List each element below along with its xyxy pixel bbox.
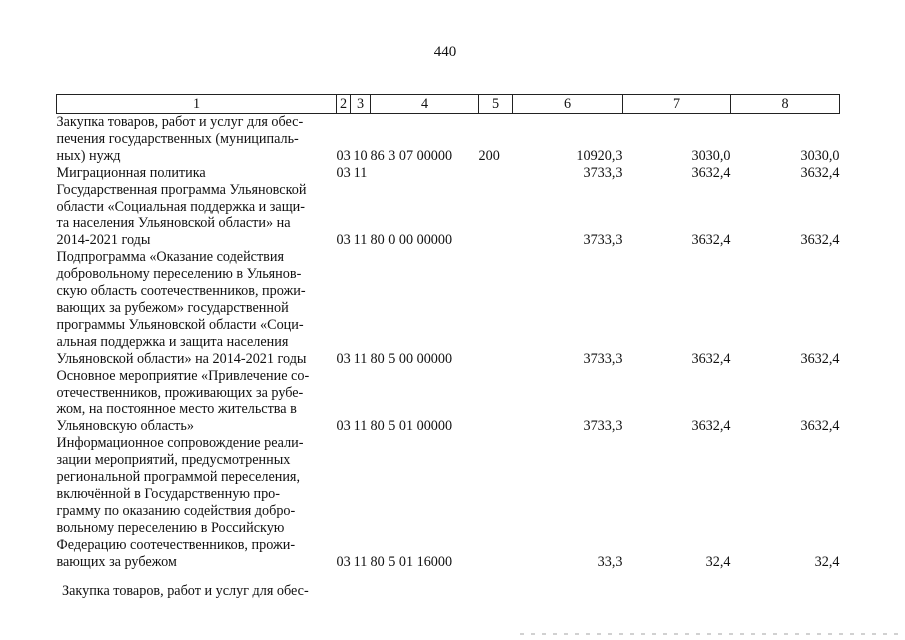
row-name-line: региональной программой переселения, bbox=[56, 469, 301, 486]
row-name-line: 2014-2021 годы bbox=[56, 232, 151, 249]
header-col-2: 2 bbox=[337, 95, 351, 114]
section-code: 03 bbox=[336, 553, 351, 570]
table-row bbox=[57, 368, 840, 436]
row-name-line: зации мероприятий, предусмотренных bbox=[56, 452, 291, 469]
subsection-code: 11 bbox=[353, 164, 368, 181]
table-row bbox=[57, 182, 840, 250]
amount-col-6: 3733,3 bbox=[583, 350, 623, 367]
header-col-7: 7 bbox=[623, 95, 731, 114]
amount-col-8: 3632,4 bbox=[800, 350, 840, 367]
expense-type-code bbox=[479, 435, 513, 570]
table-row bbox=[57, 165, 840, 182]
expense-type-code bbox=[479, 165, 513, 182]
target-article-code: 80 5 01 16000 bbox=[370, 553, 453, 570]
subsection-code: 10 bbox=[353, 147, 368, 164]
row-name-line: жом, на постоянное место жительства в bbox=[56, 401, 297, 418]
section-code: 03 bbox=[336, 232, 351, 249]
expense-type-code bbox=[479, 182, 513, 250]
expense-type-code: 200 bbox=[478, 147, 500, 164]
row-name-line: программы Ульяновской области «Соци- bbox=[56, 316, 304, 333]
row-name-line: ных) нужд bbox=[56, 147, 121, 164]
table-row bbox=[57, 249, 840, 367]
amount-col-6: 3733,3 bbox=[583, 418, 623, 435]
amount-col-6: 3733,3 bbox=[583, 164, 623, 181]
scan-artifact bbox=[520, 633, 900, 635]
section-code: 03 bbox=[336, 164, 351, 181]
row-name bbox=[57, 165, 337, 182]
row-name-line: вающих за рубежом» государственной bbox=[56, 299, 289, 316]
row-name-line: Государственная программа Ульяновской bbox=[56, 181, 307, 198]
target-article-code: 86 3 07 00000 bbox=[370, 147, 453, 164]
row-name bbox=[57, 249, 337, 367]
target-article-code bbox=[371, 165, 479, 182]
row-name-line: печения государственных (муниципаль- bbox=[56, 130, 299, 147]
row-name bbox=[57, 368, 337, 436]
row-name-line: Подпрограмма «Оказание содействия bbox=[56, 249, 284, 266]
amount-col-8: 3030,0 bbox=[800, 147, 840, 164]
header-col-3: 3 bbox=[351, 95, 371, 114]
target-article-code: 80 5 01 00000 bbox=[370, 418, 453, 435]
amount-col-7: 3030,0 bbox=[691, 147, 731, 164]
header-col-1: 1 bbox=[57, 95, 337, 114]
target-article-code: 80 5 00 00000 bbox=[370, 350, 453, 367]
amount-col-7: 3632,4 bbox=[691, 164, 731, 181]
continued-row-text: Закупка товаров, работ и услуг для обес- bbox=[62, 583, 309, 599]
row-name-line: области «Социальная поддержка и защи- bbox=[56, 198, 305, 215]
expense-type-code bbox=[479, 249, 513, 367]
amount-col-6: 33,3 bbox=[597, 553, 623, 570]
table-body bbox=[57, 114, 840, 571]
row-name-line: вающих за рубежом bbox=[56, 553, 177, 570]
amount-col-7: 3632,4 bbox=[691, 350, 731, 367]
page-number: 440 bbox=[433, 44, 457, 60]
row-name-line: Федерацию соотечественников, прожи- bbox=[56, 536, 296, 553]
amount-col-6: 3733,3 bbox=[583, 232, 623, 249]
table-header-row bbox=[57, 95, 840, 114]
expense-type-code bbox=[479, 368, 513, 436]
amount-col-8: 3632,4 bbox=[800, 418, 840, 435]
row-name-line: отечественников, проживающих за рубе- bbox=[56, 384, 304, 401]
row-name-line: Ульяновской области» на 2014-2021 годы bbox=[56, 350, 307, 367]
row-name-line: включённой в Государственную про- bbox=[56, 485, 280, 502]
header-col-4: 4 bbox=[371, 95, 479, 114]
amount-col-8: 3632,4 bbox=[800, 164, 840, 181]
row-name-line: вольному переселению в Российскую bbox=[56, 519, 285, 536]
row-name bbox=[57, 435, 337, 570]
row-name-line: Закупка товаров, работ и услуг для обес- bbox=[56, 114, 304, 130]
row-name-line: альная поддержка и защита населения bbox=[56, 333, 289, 350]
table-row bbox=[57, 435, 840, 570]
amount-col-7: 3632,4 bbox=[691, 418, 731, 435]
table-row bbox=[57, 114, 840, 165]
row-name-line: грамму по оказанию содействия добро- bbox=[56, 502, 296, 519]
row-name-line: Ульяновскую область» bbox=[56, 418, 194, 435]
header-col-6: 6 bbox=[513, 95, 623, 114]
amount-col-7: 32,4 bbox=[705, 553, 731, 570]
row-name-line: Миграционная политика bbox=[56, 164, 206, 181]
subsection-code: 11 bbox=[353, 418, 368, 435]
amount-col-6: 10920,3 bbox=[576, 147, 623, 164]
section-code: 03 bbox=[336, 147, 351, 164]
amount-col-8: 32,4 bbox=[814, 553, 840, 570]
row-name bbox=[57, 182, 337, 250]
row-name-line: Информационное сопровождение реали- bbox=[56, 435, 304, 452]
amount-col-7: 3632,4 bbox=[691, 232, 731, 249]
section-code: 03 bbox=[336, 418, 351, 435]
row-name-line: та населения Ульяновской области» на bbox=[56, 215, 291, 232]
amount-col-8: 3632,4 bbox=[800, 232, 840, 249]
row-name-line: добровольному переселению в Ульянов- bbox=[56, 266, 302, 283]
subsection-code: 11 bbox=[353, 350, 368, 367]
subsection-code: 11 bbox=[353, 232, 368, 249]
row-name-line: Основное мероприятие «Привлечение со- bbox=[56, 367, 310, 384]
budget-table bbox=[56, 94, 840, 570]
header-col-8: 8 bbox=[731, 95, 840, 114]
section-code: 03 bbox=[336, 350, 351, 367]
target-article-code: 80 0 00 00000 bbox=[370, 232, 453, 249]
row-name bbox=[57, 114, 337, 165]
subsection-code: 11 bbox=[353, 553, 368, 570]
header-col-5: 5 bbox=[479, 95, 513, 114]
row-name-line: скую область соотечественников, прожи- bbox=[56, 283, 306, 300]
